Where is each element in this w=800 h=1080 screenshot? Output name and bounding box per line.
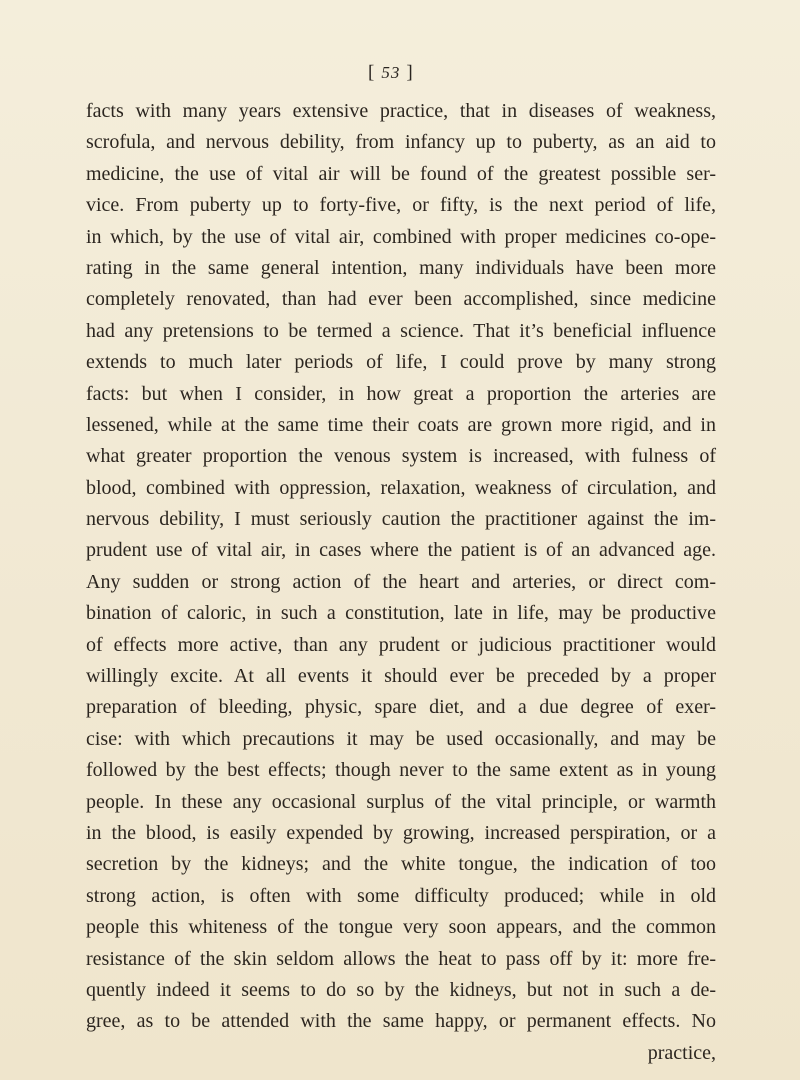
text-line: willingly excite. At all events it should ever be preceded by a proper	[86, 665, 716, 688]
body-text	[86, 96, 716, 1069]
text-line: extends to much later periods of life, I could prove by many strong	[86, 351, 716, 374]
text-line: vice. From puberty up to forty-five, or fifty, is the next period of life,	[86, 194, 716, 217]
text-line: blood, combined with oppression, relaxation, weakness of circulation, and	[86, 476, 716, 499]
text-line: scrofula, and nervous debility, from infancy up to puberty, as an aid to	[86, 131, 716, 154]
text-line: followed by the best effects; though never to the same extent as in young	[86, 759, 716, 782]
text-line: strong action, is often with some difficulty produced; while in old	[86, 884, 716, 907]
text-line: completely renovated, than had ever been accomplished, since medicine	[86, 288, 716, 311]
text-line: people this whiteness of the tongue very soon appears, and the common	[86, 916, 716, 939]
text-line: facts with many years extensive practice, that in diseases of weakness,	[86, 100, 716, 122]
text-line: what greater proportion the venous system is increased, with fulness of	[86, 445, 716, 468]
text-line: rating in the same general intention, many individuals have been more	[86, 256, 716, 279]
text-line: people. In these any occasional surplus of the vital principle, or warmth	[86, 790, 716, 813]
bracket-close: ]	[406, 62, 414, 83]
text-line: prudent use of vital air, in cases where the patient is of an advanced age.	[86, 539, 716, 562]
text-line: preparation of bleeding, physic, spare diet, and a due degree of exer-	[86, 696, 716, 719]
text-line: resistance of the skin seldom allows the heat to pass off by it: more fre-	[86, 947, 716, 970]
text-line: facts: but when I consider, in how great a proportion the arteries are	[86, 382, 716, 405]
text-line: nervous debility, I must seriously caution the practitioner against the im-	[86, 508, 716, 531]
catchword: practice,	[647, 1041, 716, 1064]
text-line: in which, by the use of vital air, combined with proper medicines co-ope-	[86, 225, 716, 248]
text-line: of effects more active, than any prudent or judicious practitioner would	[86, 633, 716, 656]
text-line: had any pretensions to be termed a science. That it’s beneficial influence	[86, 319, 716, 342]
text-line: bination of caloric, in such a constitution, late in life, may be productive	[86, 602, 716, 625]
text-line: quently indeed it seems to do so by the kidneys, but not in such a de-	[86, 978, 716, 1001]
text-line: lessened, while at the same time their coats are grown more rigid, and in	[86, 413, 716, 436]
page-number: 53	[381, 63, 401, 82]
bracket-open: [	[368, 62, 376, 83]
page-number-header	[368, 62, 414, 84]
text-line: cise: with which precautions it may be used occasionally, and may be	[86, 727, 716, 750]
text-line: secretion by the kidneys; and the white tongue, the indication of too	[86, 853, 716, 876]
text-line: Any sudden or strong action of the heart and arteries, or direct com-	[86, 570, 716, 593]
text-line: gree, as to be attended with the same happy, or permanent effects. No	[86, 1010, 716, 1033]
text-line: in the blood, is easily expended by growing, increased perspiration, or a	[86, 821, 716, 844]
text-line: medicine, the use of vital air will be found of the greatest possible ser-	[86, 162, 716, 185]
